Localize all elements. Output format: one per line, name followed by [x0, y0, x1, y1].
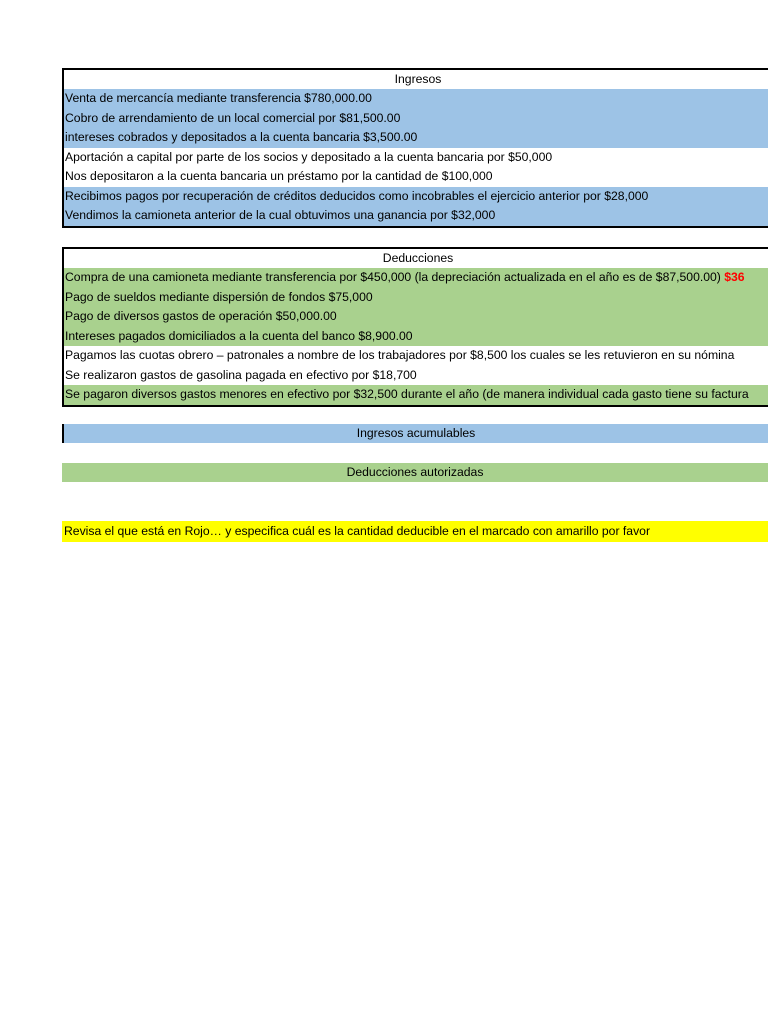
deducciones-row-text: Se realizaron gastos de gasolina pagada en efectivo por $18,700: [65, 367, 417, 382]
ingresos-row[interactable]: [64, 109, 768, 129]
ingresos-row[interactable]: [64, 148, 768, 168]
deducciones-row[interactable]: [64, 268, 768, 288]
deducciones-row-text: Pago de diversos gastos de operación $50,000.00: [65, 309, 337, 323]
deducciones-table: [62, 247, 768, 407]
deducciones-row-text: Pago de sueldos mediante dispersión de fondos $75,000: [65, 289, 373, 304]
deducciones-row[interactable]: [64, 385, 768, 405]
deducciones-row[interactable]: [64, 288, 768, 308]
ingresos-row[interactable]: [64, 167, 768, 187]
ingresos-table: [62, 68, 768, 228]
deducciones-row-text: Compra de una camioneta mediante transferencia por $450,000 (la depreciación actualizada en el año es de $87,500.00): [65, 270, 725, 284]
ingresos-row-text: Cobro de arrendamiento de un local comercial por $81,500.00: [65, 110, 401, 125]
deducciones-header[interactable]: Deducciones: [64, 249, 768, 268]
ingresos-row-text: Aportación a capital por parte de los socios y depositado a la cuenta bancaria por $50,000: [65, 149, 553, 164]
deducciones-row[interactable]: [64, 346, 768, 366]
deducciones-row-text: Se pagaron diversos gastos menores en efectivo por $32,500 durante el año (de manera individual cada gasto tiene su factura: [65, 387, 749, 401]
ingresos-rows: [64, 89, 768, 226]
deducciones-row[interactable]: [64, 307, 768, 327]
ingresos-row-text: Vendimos la camioneta anterior de la cual obtuvimos una ganancia por $32,000: [65, 208, 496, 222]
highlighted-red-amount: $36: [724, 270, 745, 284]
deducciones-row-text: Intereses pagados domiciliados a la cuenta del banco $8,900.00: [65, 328, 413, 343]
deducciones-row[interactable]: [64, 366, 768, 386]
deducciones-rows: [64, 268, 768, 405]
ingresos-acumulables-cell[interactable]: Ingresos acumulables: [62, 424, 768, 443]
ingresos-header[interactable]: Ingresos: [64, 70, 768, 89]
deducciones-autorizadas-cell[interactable]: Deducciones autorizadas: [62, 463, 768, 482]
ingresos-row[interactable]: [64, 128, 768, 148]
ingresos-row[interactable]: [64, 187, 768, 207]
ingresos-row[interactable]: [64, 206, 768, 226]
ingresos-row[interactable]: [64, 89, 768, 109]
review-note[interactable]: Revisa el que está en Rojo… y especifica cuál es la cantidad deducible en el marcado con amarillo por favor: [62, 521, 768, 542]
deducciones-row[interactable]: [64, 327, 768, 347]
deducciones-row-text: Pagamos las cuotas obrero – patronales a nombre de los trabajadores por $8,500 los cuales se les retuvieron en su nómina: [65, 348, 735, 362]
spreadsheet: [62, 0, 768, 1024]
ingresos-row-text: Recibimos pagos por recuperación de créditos deducidos como incobrables el ejercicio anterior por $28,000: [65, 188, 649, 203]
ingresos-row-text: intereses cobrados y depositados a la cuenta bancaria $3,500.00: [65, 130, 418, 144]
ingresos-row-text: Venta de mercancía mediante transferencia $780,000.00: [65, 91, 372, 105]
ingresos-row-text: Nos depositaron a la cuenta bancaria un préstamo por la cantidad de $100,000: [65, 169, 493, 183]
